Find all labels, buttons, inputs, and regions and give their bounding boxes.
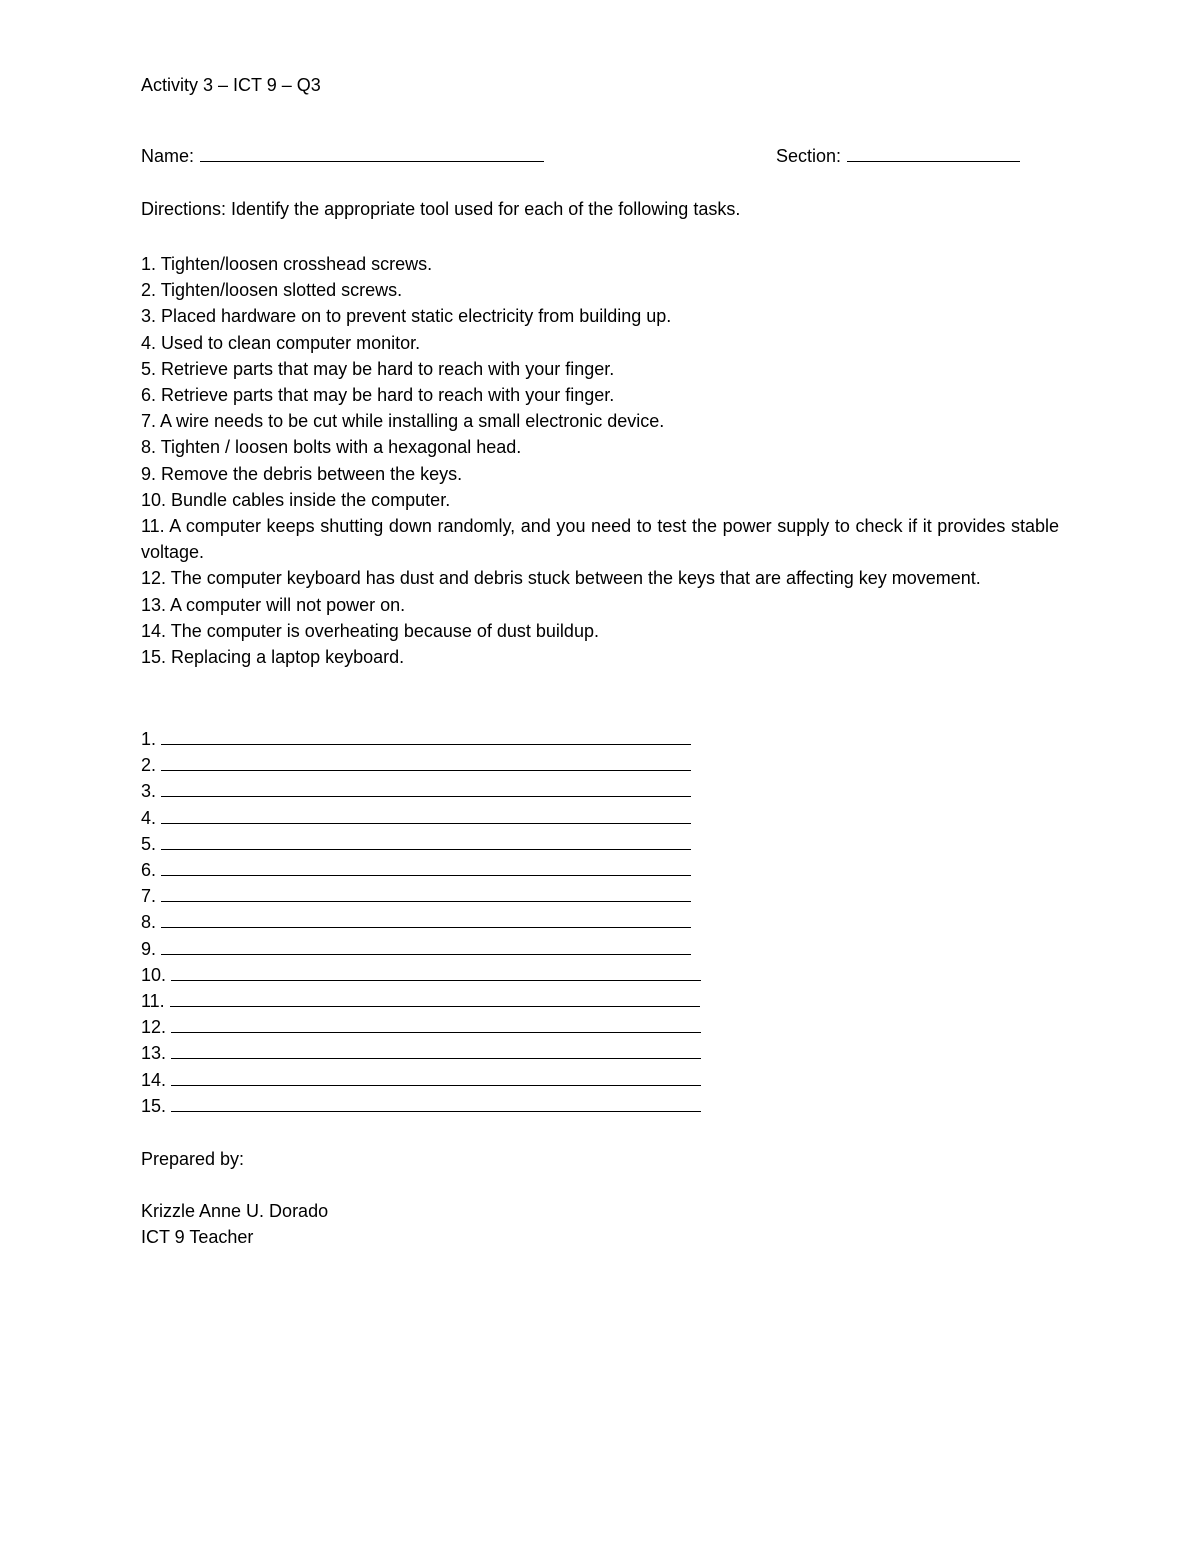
answer-blank-line <box>161 822 691 824</box>
name-blank-line <box>200 160 544 162</box>
directions-text: Directions: Identify the appropriate tool used for each of the following tasks. <box>141 199 741 219</box>
prepared-by-label: Prepared by: <box>141 1149 245 1169</box>
answer-blank-line <box>171 1110 701 1112</box>
answer-number: 6. <box>141 860 157 881</box>
answer-blank-line <box>170 1005 700 1007</box>
answer-blank-line <box>161 926 691 928</box>
answer-blank-line <box>161 795 691 797</box>
answer-number: 12. <box>141 1017 167 1038</box>
answer-number: 3. <box>141 781 157 802</box>
answer-blank-line <box>171 1031 701 1033</box>
answer-row <box>141 726 701 752</box>
question-item: 7. A wire needs to be cut while installing a small electronic device. <box>141 411 665 432</box>
answer-row <box>141 857 701 883</box>
question-item: 6. Retrieve parts that may be hard to reach with your finger. <box>141 385 615 406</box>
answer-number: 14. <box>141 1069 167 1090</box>
answer-row <box>141 805 701 831</box>
worksheet-title: Activity 3 – ICT 9 – Q3 <box>141 75 321 95</box>
answer-number: 4. <box>141 807 157 828</box>
answer-number: 8. <box>141 912 157 933</box>
teacher-role: ICT 9 Teacher <box>141 1227 254 1247</box>
answer-row <box>141 752 701 778</box>
answer-row <box>141 962 701 988</box>
section-field <box>776 145 1020 167</box>
answer-number: 15. <box>141 1095 167 1116</box>
answer-row <box>141 1067 701 1093</box>
question-item: 9. Remove the debris between the keys. <box>141 463 463 484</box>
question-item: 4. Used to clean computer monitor. <box>141 332 421 353</box>
answer-blank-line <box>161 769 691 771</box>
answer-row <box>141 1093 701 1119</box>
answer-row <box>141 831 701 857</box>
answer-row <box>141 1014 701 1040</box>
answer-blank-line <box>171 1057 701 1059</box>
answer-row <box>141 909 701 935</box>
answer-blank-line <box>161 874 691 876</box>
answer-number: 2. <box>141 755 157 776</box>
question-item: 14. The computer is overheating because of dust buildup. <box>141 620 599 641</box>
answer-number: 9. <box>141 938 157 959</box>
name-section-row <box>141 145 1059 167</box>
answer-number: 13. <box>141 1043 167 1064</box>
question-item: 12. The computer keyboard has dust and debris stuck between the keys that are affecting key movement. <box>141 568 981 589</box>
answer-row <box>141 1040 701 1066</box>
question-item: 8. Tighten / loosen bolts with a hexagonal head. <box>141 437 522 458</box>
answer-number: 1. <box>141 729 157 749</box>
answer-row <box>141 883 701 909</box>
answer-blank-line <box>161 900 691 902</box>
answer-number: 7. <box>141 886 157 907</box>
section-blank-line <box>847 160 1020 162</box>
answer-row <box>141 936 701 962</box>
answer-number: 5. <box>141 833 157 854</box>
name-label: Name: <box>141 146 195 166</box>
teacher-name: Krizzle Anne U. Dorado <box>141 1201 329 1221</box>
question-item: 11. A computer keeps shutting down randomly, and you need to test the power supply to check if it provides stable voltage. <box>141 516 1059 563</box>
question-item: 3. Placed hardware on to prevent static electricity from building up. <box>141 306 672 327</box>
answer-row <box>141 988 701 1014</box>
question-item: 13. A computer will not power on. <box>141 594 406 615</box>
question-item: 1. Tighten/loosen crosshead screws. <box>141 254 433 274</box>
question-item: 15. Replacing a laptop keyboard. <box>141 647 405 668</box>
answer-blank-line <box>171 1084 701 1086</box>
answer-blank-line <box>161 953 691 955</box>
section-label: Section: <box>776 146 842 166</box>
answer-number: 11. <box>141 991 165 1012</box>
answer-blank-line <box>161 743 691 745</box>
question-item: 2. Tighten/loosen slotted screws. <box>141 280 403 301</box>
question-item: 10. Bundle cables inside the computer. <box>141 489 451 510</box>
answer-blank-line <box>161 848 691 850</box>
question-list <box>141 251 1059 670</box>
question-item: 5. Retrieve parts that may be hard to reach with your finger. <box>141 358 615 379</box>
answer-list <box>141 726 701 1119</box>
answer-blank-line <box>171 979 701 981</box>
answer-row <box>141 778 701 804</box>
answer-number: 10. <box>141 964 167 985</box>
